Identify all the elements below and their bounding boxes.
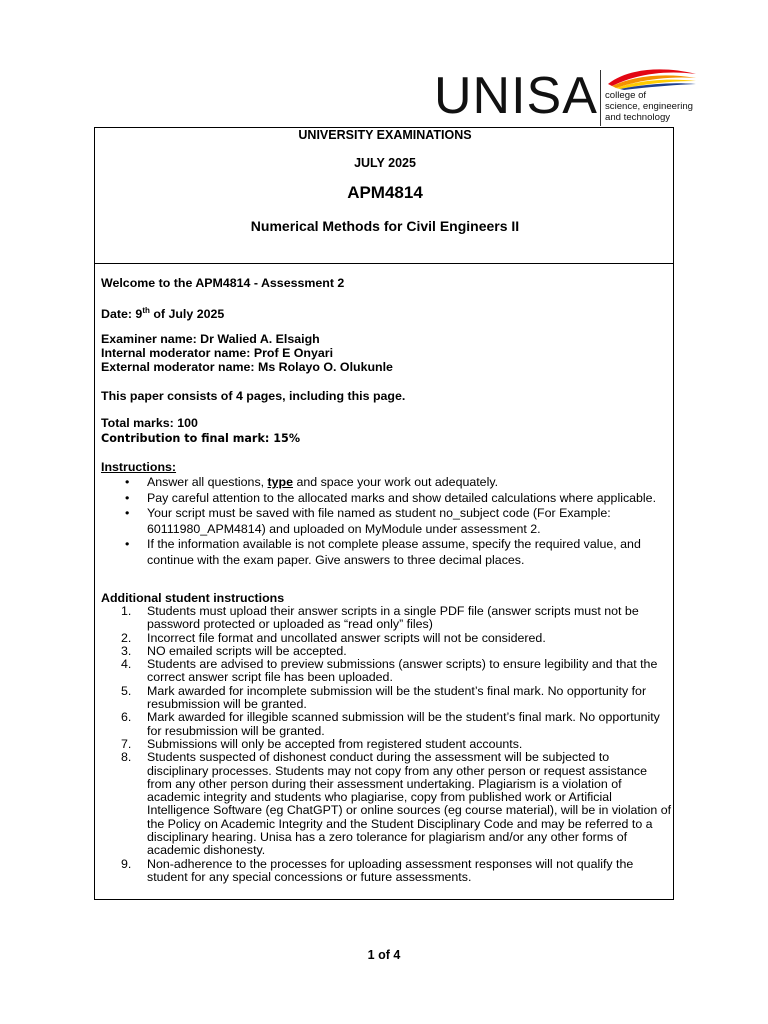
unisa-wordmark: UNISA: [434, 67, 598, 125]
instructions-heading: Instructions:: [101, 460, 177, 474]
pages-note: This paper consists of 4 pages, including this page.: [101, 389, 406, 403]
unisa-swoosh-icon: [606, 66, 698, 90]
list-item: 6. Mark awarded for illegible scanned submission will be the student’s final mark. No opportunity for resubmission will be granted.: [121, 710, 660, 738]
list-item: 4. Students are advised to preview submissions (answer scripts) to ensure legibility and that the correct answer script file has been uploaded.: [121, 657, 658, 685]
module-title: Numerical Methods for Civil Engineers II: [250, 218, 520, 234]
tagline-line-2: science, engineering: [605, 101, 694, 112]
exam-type: UNIVERSITY EXAMINATIONS: [298, 128, 472, 142]
list-item: 9. Non-adherence to the processes for uploading assessment responses will not qualify the student for any special concessions or future assessments.: [121, 856, 634, 884]
module-code: APM4814: [347, 183, 423, 202]
list-item: 1. Students must upload their answer scripts in a single PDF file (answer scripts must not be password protected or uploaded as “read only” files): [121, 604, 639, 632]
instructions-list: [115, 475, 670, 568]
contribution: Contribution to final mark: 15%: [101, 432, 301, 445]
logo-divider: [600, 70, 601, 126]
list-item: 3. NO emailed scripts will be accepted.: [121, 643, 347, 658]
examiner-name: Examiner name: Dr Walied A. Elsaigh: [101, 332, 320, 346]
exam-session: JULY 2025: [354, 156, 416, 170]
tagline-line-3: and technology: [605, 112, 671, 123]
tagline-line-1: college of: [605, 90, 647, 101]
page-number: 1 of 4: [367, 948, 401, 962]
exam-date: Date: 9th of July 2025: [101, 306, 225, 322]
external-moderator: External moderator name: Ms Rolayo O. Olukunle: [101, 360, 393, 374]
list-item: 5. Mark awarded for incomplete submission will be the student’s final mark. No opportunity for resubmission will be granted.: [121, 683, 647, 712]
list-item: • Answer all questions, type and space your work out adequately.: [115, 475, 670, 491]
logo-tagline: [605, 90, 693, 123]
list-item: • Your script must be saved with file named as student no_subject code (For Example: 60111980_APM4814) and uploaded on MyModule under assessment 2.: [115, 506, 670, 537]
list-item: 8. Students suspected of dishonest conduct during the assessment will be subjected to disciplinary processes. Students may not copy from any other person or request assistance from any other person during their assessment undertaking. Plagiarism is a violation of academic integrity and students who plagiarise, copy from published work or Artificial Intelligence Software (eg ChatGPT) or online sources (eg course material), will be in violation of the Policy on Academic Integrity and the Student Disciplinary Code and may be referred to a disciplinary hearing. Unisa has a zero tolerance for plagiarism and/or any other forms of academic dishonesty.: [121, 750, 672, 858]
list-item: • Pay careful attention to the allocated marks and show detailed calculations where applicable.: [115, 491, 670, 507]
welcome-line: Welcome to the APM4814 - Assessment 2: [101, 276, 345, 290]
additional-list: [107, 605, 672, 884]
total-marks: Total marks: 100: [101, 416, 198, 430]
list-item: 7. Submissions will only be accepted from registered student accounts.: [121, 736, 523, 751]
unisa-logo: [434, 66, 696, 128]
list-item: • If the information available is not complete please assume, specify the required value, and continue with the exam paper. Give answers to three decimal places.: [115, 537, 670, 568]
exam-cover-box: [94, 127, 674, 900]
header-divider: [95, 263, 673, 264]
list-item: 2. Incorrect file format and uncollated answer scripts will not be considered.: [121, 630, 546, 645]
additional-heading: Additional student instructions: [101, 591, 285, 605]
internal-moderator: Internal moderator name: Prof E Onyari: [101, 346, 334, 360]
